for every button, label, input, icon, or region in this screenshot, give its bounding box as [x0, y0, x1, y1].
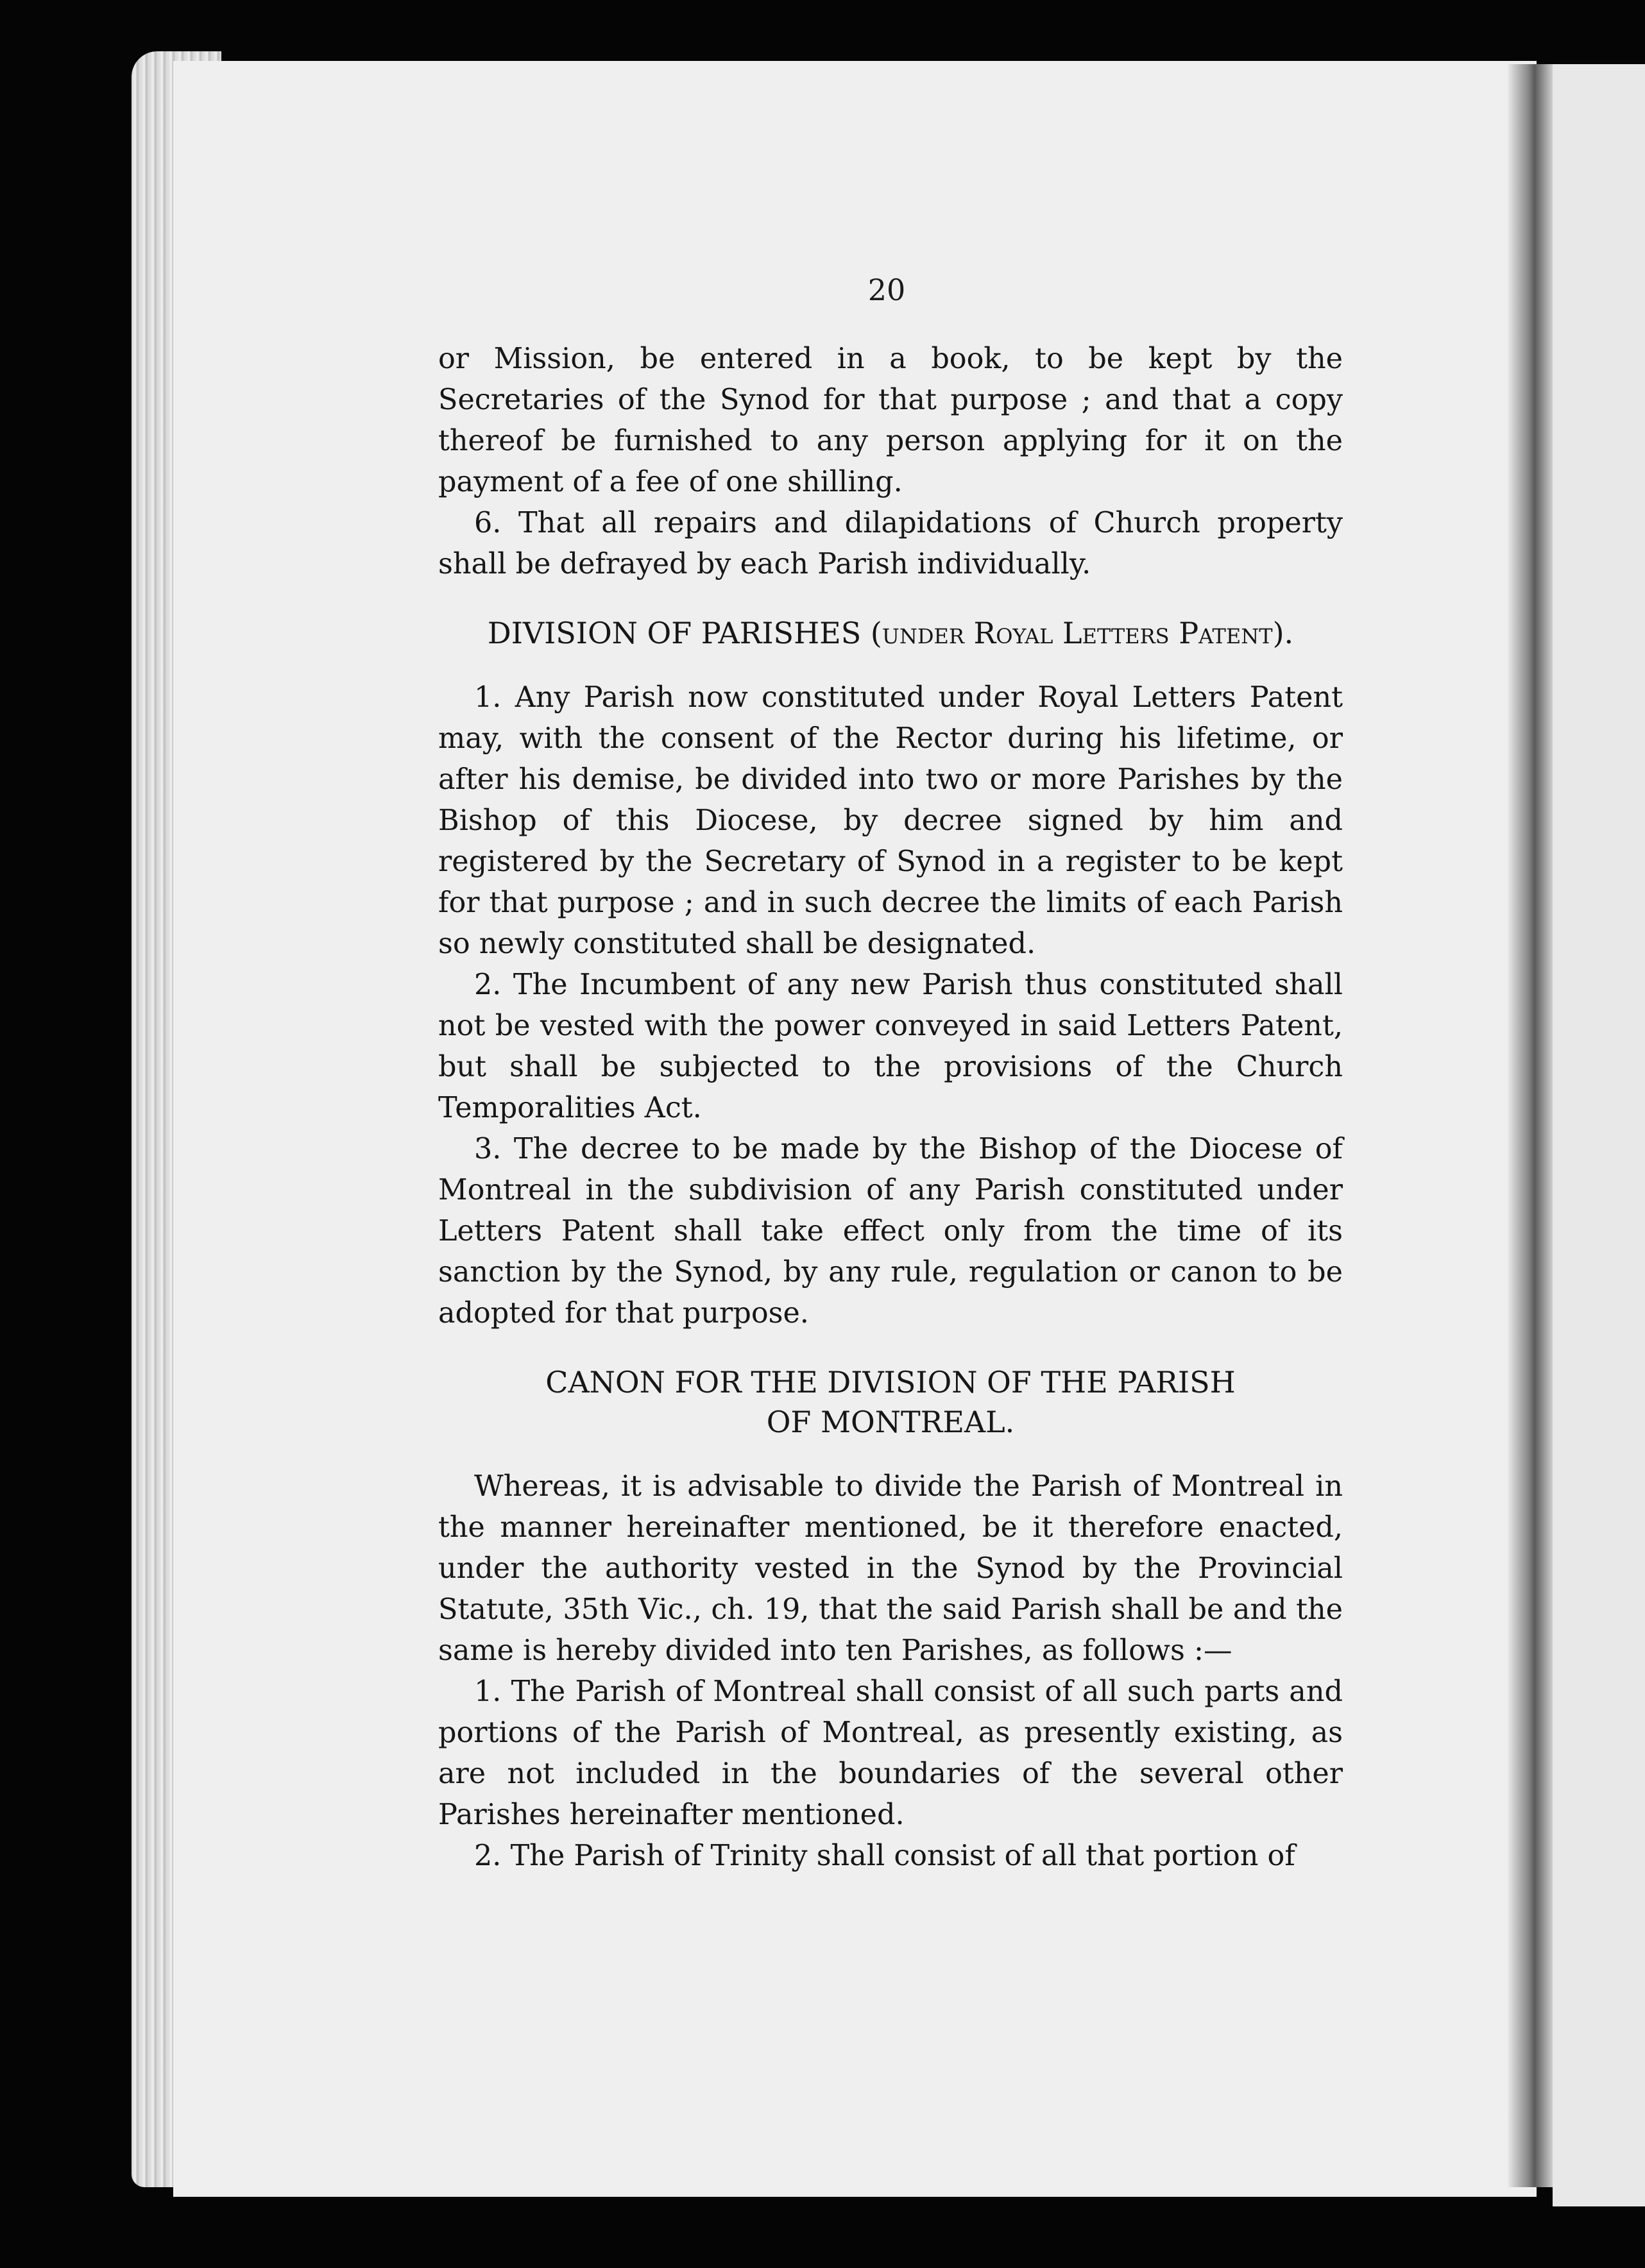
section-heading-main: DIVISION OF PARISHES: [487, 616, 862, 650]
canon-preamble: Whereas, it is advisable to divide the Parish of Montreal in the manner hereinafter mentioned, be it therefore enacted, under the authority vested in the Synod by the Provincial Statute, 35th Vic., ch. 19, that the said Parish shall be and the same is hereby divided into ten Parishes, as follows :—: [438, 1470, 1343, 1667]
page-number: 20: [867, 273, 906, 307]
facing-page-edge: [1553, 64, 1645, 2206]
continuation-paragraph: or Mission, be entered in a book, to be kept by the Secretaries of the Synod for that purpose ; and that a copy thereof be furnished to any person applying for it on the payment of a fee of one shilling.: [438, 343, 1343, 498]
section-1-item-2: 2. The Incumbent of any new Parish thus constituted shall not be vested with the power conveyed in said Letters Patent, but shall be subjected to the provisions of the Church Temporalities Act.: [438, 969, 1343, 1124]
section-1-item-3: 3. The decree to be made by the Bishop of the Diocese of Montreal in the subdivision of any Parish constituted under Letters Patent shall take effect only from the time of its sanction by the Synod, by any rule, regulation or canon to be adopted for that purpose.: [438, 1133, 1343, 1330]
section-2-item-2: 2. The Parish of Trinity shall consist of all that portion of: [474, 1840, 1295, 1872]
gutter-shadow: [1508, 64, 1553, 2187]
section-heading-canon-line-1: CANON FOR THE DIVISION OF THE PARISH: [545, 1365, 1236, 1400]
section-1-item-1: 1. Any Parish now constituted under Royal Letters Patent may, with the consent of the Rector during his lifetime, or after his demise, be divided into two or more Parishes by the Bishop of this Diocese, by decree signed by him and registered by the Secretary of Synod in a register to be kept for that purpose ; and in such decree the limits of each Parish so newly constituted shall be designated.: [438, 681, 1343, 960]
section-heading-canon-line-2: OF MONTREAL.: [766, 1405, 1015, 1439]
section-2-item-1: 1. The Parish of Montreal shall consist of all such parts and portions of the Parish of Montreal, as presently existing, as are not included in the boundaries of the several other Parishes hereinafter mentioned.: [438, 1675, 1343, 1831]
rule-6-paragraph: 6. That all repairs and dilapidations of Church property shall be defrayed by each Parish individually.: [438, 507, 1343, 580]
section-heading-sub: (under Royal Letters Patent).: [870, 616, 1294, 650]
section-heading-division-of-parishes: [438, 613, 1343, 653]
page-text-column: [438, 339, 1343, 1877]
